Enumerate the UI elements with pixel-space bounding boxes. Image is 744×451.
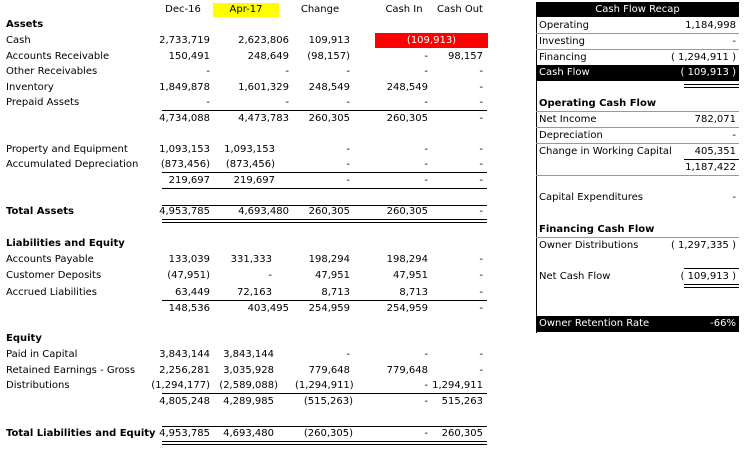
total-change: 260,305: [308, 206, 350, 217]
row-label: Accrued Liabilities: [6, 287, 98, 298]
cell-apr17: 248,649: [247, 51, 289, 62]
cell-change: -: [346, 159, 350, 170]
recap-label: Financing: [539, 52, 587, 63]
recap-value: -: [732, 192, 736, 203]
total-dec16: 4,953,785: [159, 206, 210, 217]
cash-in-highlight: (109,913): [375, 33, 488, 48]
subtotal-change: -: [346, 175, 350, 186]
subtotal-change: 260,305: [308, 113, 350, 124]
liabilities-title: Liabilities and Equity: [6, 238, 125, 249]
subtotal-cash-out: -: [479, 113, 483, 124]
cell-dec16: 133,039: [168, 254, 210, 265]
cell-apr17: 3,843,144: [223, 349, 274, 360]
cell-change: (1,294,911): [295, 380, 354, 391]
total-double-rule: [162, 441, 487, 445]
recap-row-change-wc: [536, 144, 739, 159]
cell-change: 198,294: [308, 254, 350, 265]
cell-cash-in: -: [424, 51, 428, 62]
cell-apr17: 1,601,329: [238, 82, 289, 93]
cell-cash-in: 47,951: [393, 270, 428, 281]
row-label: Property and Equipment: [6, 144, 128, 155]
subtotal-change: 254,959: [308, 303, 350, 314]
total-liabilities-equity-label: Total Liabilities and Equity: [6, 428, 156, 439]
total-double-rule: [162, 219, 487, 223]
recap-label: Owner Retention Rate: [539, 318, 650, 329]
cell-change: 248,549: [308, 82, 350, 93]
total-cash-in: -: [424, 428, 428, 439]
subtotal-cash-out: -: [479, 303, 483, 314]
recap-label: Investing: [539, 36, 585, 47]
cell-change: -: [346, 66, 350, 77]
subtotal-cash-out: -: [479, 175, 483, 186]
row-label: Inventory: [6, 82, 54, 93]
recap-title: Cash Flow Recap: [595, 4, 680, 15]
cell-dec16: -: [206, 97, 210, 108]
cell-apr17: -: [285, 97, 289, 108]
total-dec16: 4,953,785: [159, 428, 210, 439]
recap-fcf-title: [536, 222, 739, 237]
recap-value: ( 1,294,911 ): [670, 52, 736, 63]
recap-label: Net Cash Flow: [539, 271, 611, 282]
cell-cash-in: 8,713: [399, 287, 428, 298]
cell-dec16: 63,449: [175, 287, 210, 298]
cell-change: 47,951: [315, 270, 350, 281]
cell-cash-in: -: [424, 144, 428, 155]
cell-cash-in: -: [424, 159, 428, 170]
cell-dec16: 3,843,144: [159, 349, 210, 360]
cell-change: -: [346, 144, 350, 155]
cell-apr17: 3,035,928: [223, 365, 274, 376]
cell-dec16: 2,256,281: [159, 365, 210, 376]
recap-value: -: [732, 130, 736, 141]
recap-value: 1,184,998: [685, 20, 736, 31]
cell-cash-out: -: [479, 270, 483, 281]
cell-cash-out: -: [479, 365, 483, 376]
subtotal-rule: [162, 188, 487, 189]
total-cash-in: 260,305: [386, 206, 428, 217]
cell-apr17: 72,163: [237, 287, 272, 298]
cell-cash-out: -: [479, 254, 483, 265]
cell-cash-in: -: [424, 380, 428, 391]
recap-row-cash-flow: [536, 65, 739, 81]
subtotal-cash-in: -: [424, 175, 428, 186]
cell-dec16: -: [206, 66, 210, 77]
recap-label: Net Income: [539, 114, 597, 125]
recap-double-rule: [684, 284, 739, 288]
recap-row-financing: [536, 50, 739, 65]
cell-apr17: 1,093,153: [224, 144, 275, 155]
subtotal-dec16: 4,734,088: [159, 113, 210, 124]
subtotal-apr17: 219,697: [233, 175, 275, 186]
cell-apr17: 2,623,806: [238, 35, 289, 46]
recap-label: Operating: [539, 20, 589, 31]
recap-value: ( 1,297,335 ): [670, 240, 736, 251]
cell-apr17: 331,333: [230, 254, 272, 265]
cell-cash-in: 779,648: [386, 365, 428, 376]
cell-dec16: 1,093,153: [159, 144, 210, 155]
row-label: Paid in Capital: [6, 349, 78, 360]
recap-value: -: [732, 36, 736, 47]
recap-row-net-cash: [536, 269, 739, 284]
header-cash-in: Cash In: [385, 4, 423, 15]
row-label: Accounts Receivable: [6, 51, 110, 62]
row-label: Other Receivables: [6, 66, 98, 77]
cell-cash-out: -: [479, 349, 483, 360]
recap-row-capex: [536, 190, 739, 205]
recap-row-owner-dist: [536, 238, 739, 253]
subtotal-dec16: 219,697: [168, 175, 210, 186]
cell-cash-in: 248,549: [386, 82, 428, 93]
cell-apr17: -: [285, 66, 289, 77]
cell-cash-out: -: [479, 66, 483, 77]
header-apr-17: Apr-17: [213, 3, 279, 17]
recap-value: 782,071: [694, 114, 736, 125]
row-label: Accumulated Depreciation: [6, 159, 139, 170]
recap-label: Owner Distributions: [539, 240, 639, 251]
recap-double-rule: [684, 84, 739, 88]
cell-cash-in: -: [424, 349, 428, 360]
assets-title: Assets: [6, 19, 44, 30]
subtotal-cash-in: 260,305: [386, 113, 428, 124]
recap-row-operating: [536, 18, 739, 33]
recap-row-depreciation: [536, 128, 739, 143]
total-change: (260,305): [303, 428, 353, 439]
subtotal-dec16: 148,536: [168, 303, 210, 314]
recap-section-title: Operating Cash Flow: [539, 98, 657, 109]
row-label: Customer Deposits: [6, 270, 102, 281]
cell-cash-out: -: [479, 287, 483, 298]
recap-label: Capital Expenditures: [539, 192, 643, 203]
cell-cash-out: -: [479, 82, 483, 93]
cell-cash-out: 98,157: [448, 51, 483, 62]
subtotal-rule: [162, 300, 487, 301]
cell-change: (98,157): [307, 51, 350, 62]
header-dec-16: Dec-16: [165, 4, 201, 15]
cell-dec16: (873,456): [160, 159, 210, 170]
subtotal-apr17: 4,289,985: [223, 396, 274, 407]
recap-row-net-income: [536, 112, 739, 127]
cell-change: 779,648: [308, 365, 350, 376]
recap-value: 1,187,422: [685, 162, 736, 173]
cell-dec16: (47,951): [167, 270, 210, 281]
total-cash-out: 260,305: [441, 428, 483, 439]
subtotal-cash-out: 515,263: [441, 396, 483, 407]
subtotal-dec16: 4,805,248: [159, 396, 210, 407]
recap-ocf-title: [536, 96, 739, 111]
recap-subtotal-rule: [684, 268, 739, 269]
recap-label: Change in Working Capital: [539, 146, 672, 157]
row-label: Accounts Payable: [6, 254, 94, 265]
cell-apr17: (873,456): [225, 159, 275, 170]
recap-value: 405,351: [694, 146, 736, 157]
recap-value: ( 109,913 ): [680, 67, 736, 78]
recap-gridline: [536, 175, 739, 176]
recap-label: Depreciation: [539, 130, 603, 141]
subtotal-cash-in: 254,959: [386, 303, 428, 314]
cell-change: -: [346, 97, 350, 108]
cell-dec16: 150,491: [168, 51, 210, 62]
row-label: Cash: [6, 35, 31, 46]
total-apr17: 4,693,480: [238, 206, 289, 217]
cell-cash-out: -: [479, 144, 483, 155]
cell-dec16: (1,294,177): [151, 380, 210, 391]
subtotal-cash-in: -: [424, 396, 428, 407]
recap-row-investing: [536, 34, 739, 49]
subtotal-apr17: 4,473,783: [238, 113, 289, 124]
cell-cash-out: 1,294,911: [432, 380, 483, 391]
total-cash-out: -: [479, 206, 483, 217]
subtotal-change: (515,263): [303, 396, 353, 407]
cell-dec16: 1,849,878: [159, 82, 210, 93]
subtotal-rule: [162, 110, 487, 111]
cell-apr17: -: [268, 270, 272, 281]
row-label: Prepaid Assets: [6, 97, 80, 108]
recap-row-retention: [536, 316, 739, 332]
total-assets-label: Total Assets: [6, 206, 74, 217]
total-apr17: 4,693,480: [223, 428, 274, 439]
cell-cash-out: -: [479, 159, 483, 170]
cell-apr17: (2,589,088): [219, 380, 278, 391]
row-label: Distributions: [6, 380, 70, 391]
header-change: Change: [300, 4, 340, 15]
recap-label: Cash Flow: [539, 67, 590, 78]
cell-change: 8,713: [321, 287, 350, 298]
recap-row-ocf-total: [536, 160, 739, 175]
recap-value: ( 109,913 ): [680, 271, 736, 282]
cell-change: 109,913: [308, 35, 350, 46]
cell-dec16: 2,733,719: [159, 35, 210, 46]
recap-header: [536, 2, 739, 17]
equity-title: Equity: [6, 333, 42, 344]
subtotal-apr17: 403,495: [247, 303, 289, 314]
cash-flow-recap-panel: [536, 2, 739, 332]
subtotal-rule: [162, 172, 487, 173]
cell-cash-in: -: [424, 66, 428, 77]
recap-section-title: Financing Cash Flow: [539, 224, 655, 235]
cell-cash-out: -: [479, 97, 483, 108]
row-label: Retained Earnings - Gross: [6, 365, 136, 376]
subtotal-rule: [162, 393, 487, 394]
cell-cash-in: 198,294: [386, 254, 428, 265]
header-cash-out: Cash Out: [437, 4, 483, 15]
recap-value: -66%: [710, 318, 736, 329]
cell-cash-in: -: [424, 97, 428, 108]
cell-change: -: [346, 349, 350, 360]
